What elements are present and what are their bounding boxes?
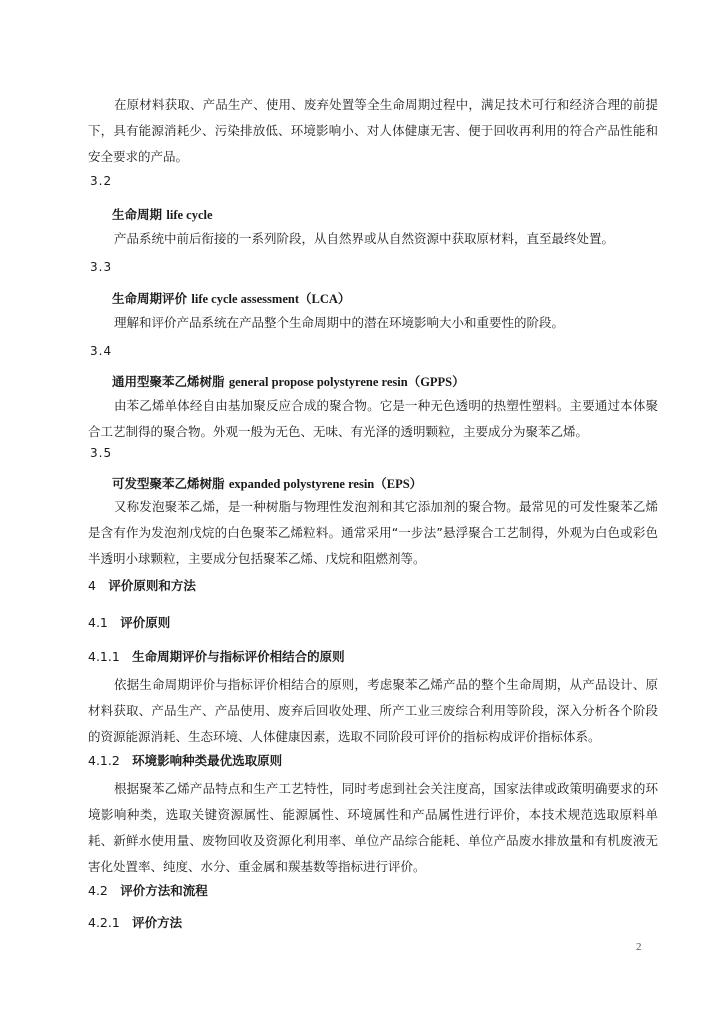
heading-number: 4 [88, 578, 96, 593]
clause-3-5-term [112, 474, 422, 492]
clause-3-4-term [112, 372, 465, 390]
term-en: expanded polystyrene resin（EPS） [228, 477, 423, 491]
section-4-1-2-body: 根据聚苯乙烯产品特点和生产工艺特性，同时考虑到社会关注度高，国家法律或政策明确要求的环境影响种类，选取关键资源属性、能源属性、环境属性和产品属性进行评价，本技术规范选取原料单耗、新鲜水使用量、废物回收及资源化利用率、单位产品综合能耗、单位产品废水排放量和有机废液无害化处置率、纯度、水分、重金属和羰基数等指标进行评价。 [88, 781, 658, 874]
heading-number: 4.1.2 [88, 753, 120, 768]
term-en: general propose polystyrene resin（GPPS） [228, 375, 465, 389]
section-4-2-1-heading [88, 913, 182, 931]
term-cn: 生命周期 [112, 207, 163, 222]
section-4-1-1-heading [88, 647, 345, 665]
term-cn: 可发型聚苯乙烯树脂 [112, 476, 225, 491]
term-en: life cycle assessment（LCA） [191, 292, 351, 306]
clause-3-3-number: 3.3 [90, 260, 113, 274]
clause-3-4-number: 3.4 [90, 344, 113, 358]
heading-title: 评价原则 [120, 615, 171, 630]
clause-3-5-definition: 又称发泡聚苯乙烯，是一种树脂与物理性发泡剂和其它添加剂的聚合物。最常见的可发性聚苯乙烯是含有作为发泡剂戊烷的白色聚苯乙烯粒料。通常采用“一步法”悬浮聚合工艺制得，外观为白色或彩色半透明小球颗粒，主要成分包括聚苯乙烯、戊烷和阻燃剂等。 [88, 499, 658, 566]
clause-3-3-definition: 理解和评价产品系统在产品整个生命周期中的潜在环境影响大小和重要性的阶段。 [114, 315, 565, 330]
clause-3-4-definition: 由苯乙烯单体经自由基加聚反应合成的聚合物。它是一种无色透明的热塑性塑料。主要通过本体聚合工艺制得的聚合物。外观一般为无色、无味、有光泽的透明颗粒，主要成分为聚苯乙烯。 [88, 398, 658, 439]
clause-3-3-term [112, 289, 350, 307]
clause-3-2-number: 3.2 [90, 174, 113, 188]
page-number: 2 [636, 941, 642, 953]
section-4-heading [88, 576, 196, 594]
heading-number: 4.1.1 [88, 649, 120, 664]
section-4-1-heading [88, 613, 170, 631]
heading-number: 4.2 [88, 883, 108, 898]
clause-3-2-definition: 产品系统中前后衔接的一系列阶段，从自然界或从自然资源中获取原材料，直至最终处置。 [114, 231, 615, 246]
term-cn: 通用型聚苯乙烯树脂 [112, 374, 225, 389]
term-en: life cycle [166, 208, 213, 222]
heading-title: 生命周期评价与指标评价相结合的原则 [132, 649, 345, 664]
clause-3-2-term [112, 205, 213, 223]
heading-title: 环境影响种类最优选取原则 [132, 753, 283, 768]
section-4-1-2-heading [88, 751, 282, 769]
section-4-2-heading [88, 881, 208, 899]
heading-number: 4.1 [88, 615, 108, 630]
clause-3-5-number: 3.5 [90, 446, 113, 460]
heading-number: 4.2.1 [88, 915, 120, 930]
heading-title: 评价方法 [132, 915, 183, 930]
intro-paragraph: 在原材料获取、产品生产、使用、废弃处置等全生命周期过程中，满足技术可行和经济合理的前提下，具有能源消耗少、污染排放低、环境影响小、对人体健康无害、便于回收再利用的符合产品性能和安全要求的产品。 [88, 97, 658, 164]
heading-title: 评价方法和流程 [120, 883, 208, 898]
term-cn: 生命周期评价 [112, 291, 188, 306]
section-4-1-1-body: 依据生命周期评价与指标评价相结合的原则，考虑聚苯乙烯产品的整个生命周期，从产品设计、原材料获取、产品生产、产品使用、废弃后回收处理、所产工业三废综合利用等阶段，深入分析各个阶段的资源能源消耗、生态环境、人体健康因素，选取不同阶段可评价的指标构成评价指标体系。 [88, 677, 658, 744]
heading-title: 评价原则和方法 [108, 578, 196, 593]
